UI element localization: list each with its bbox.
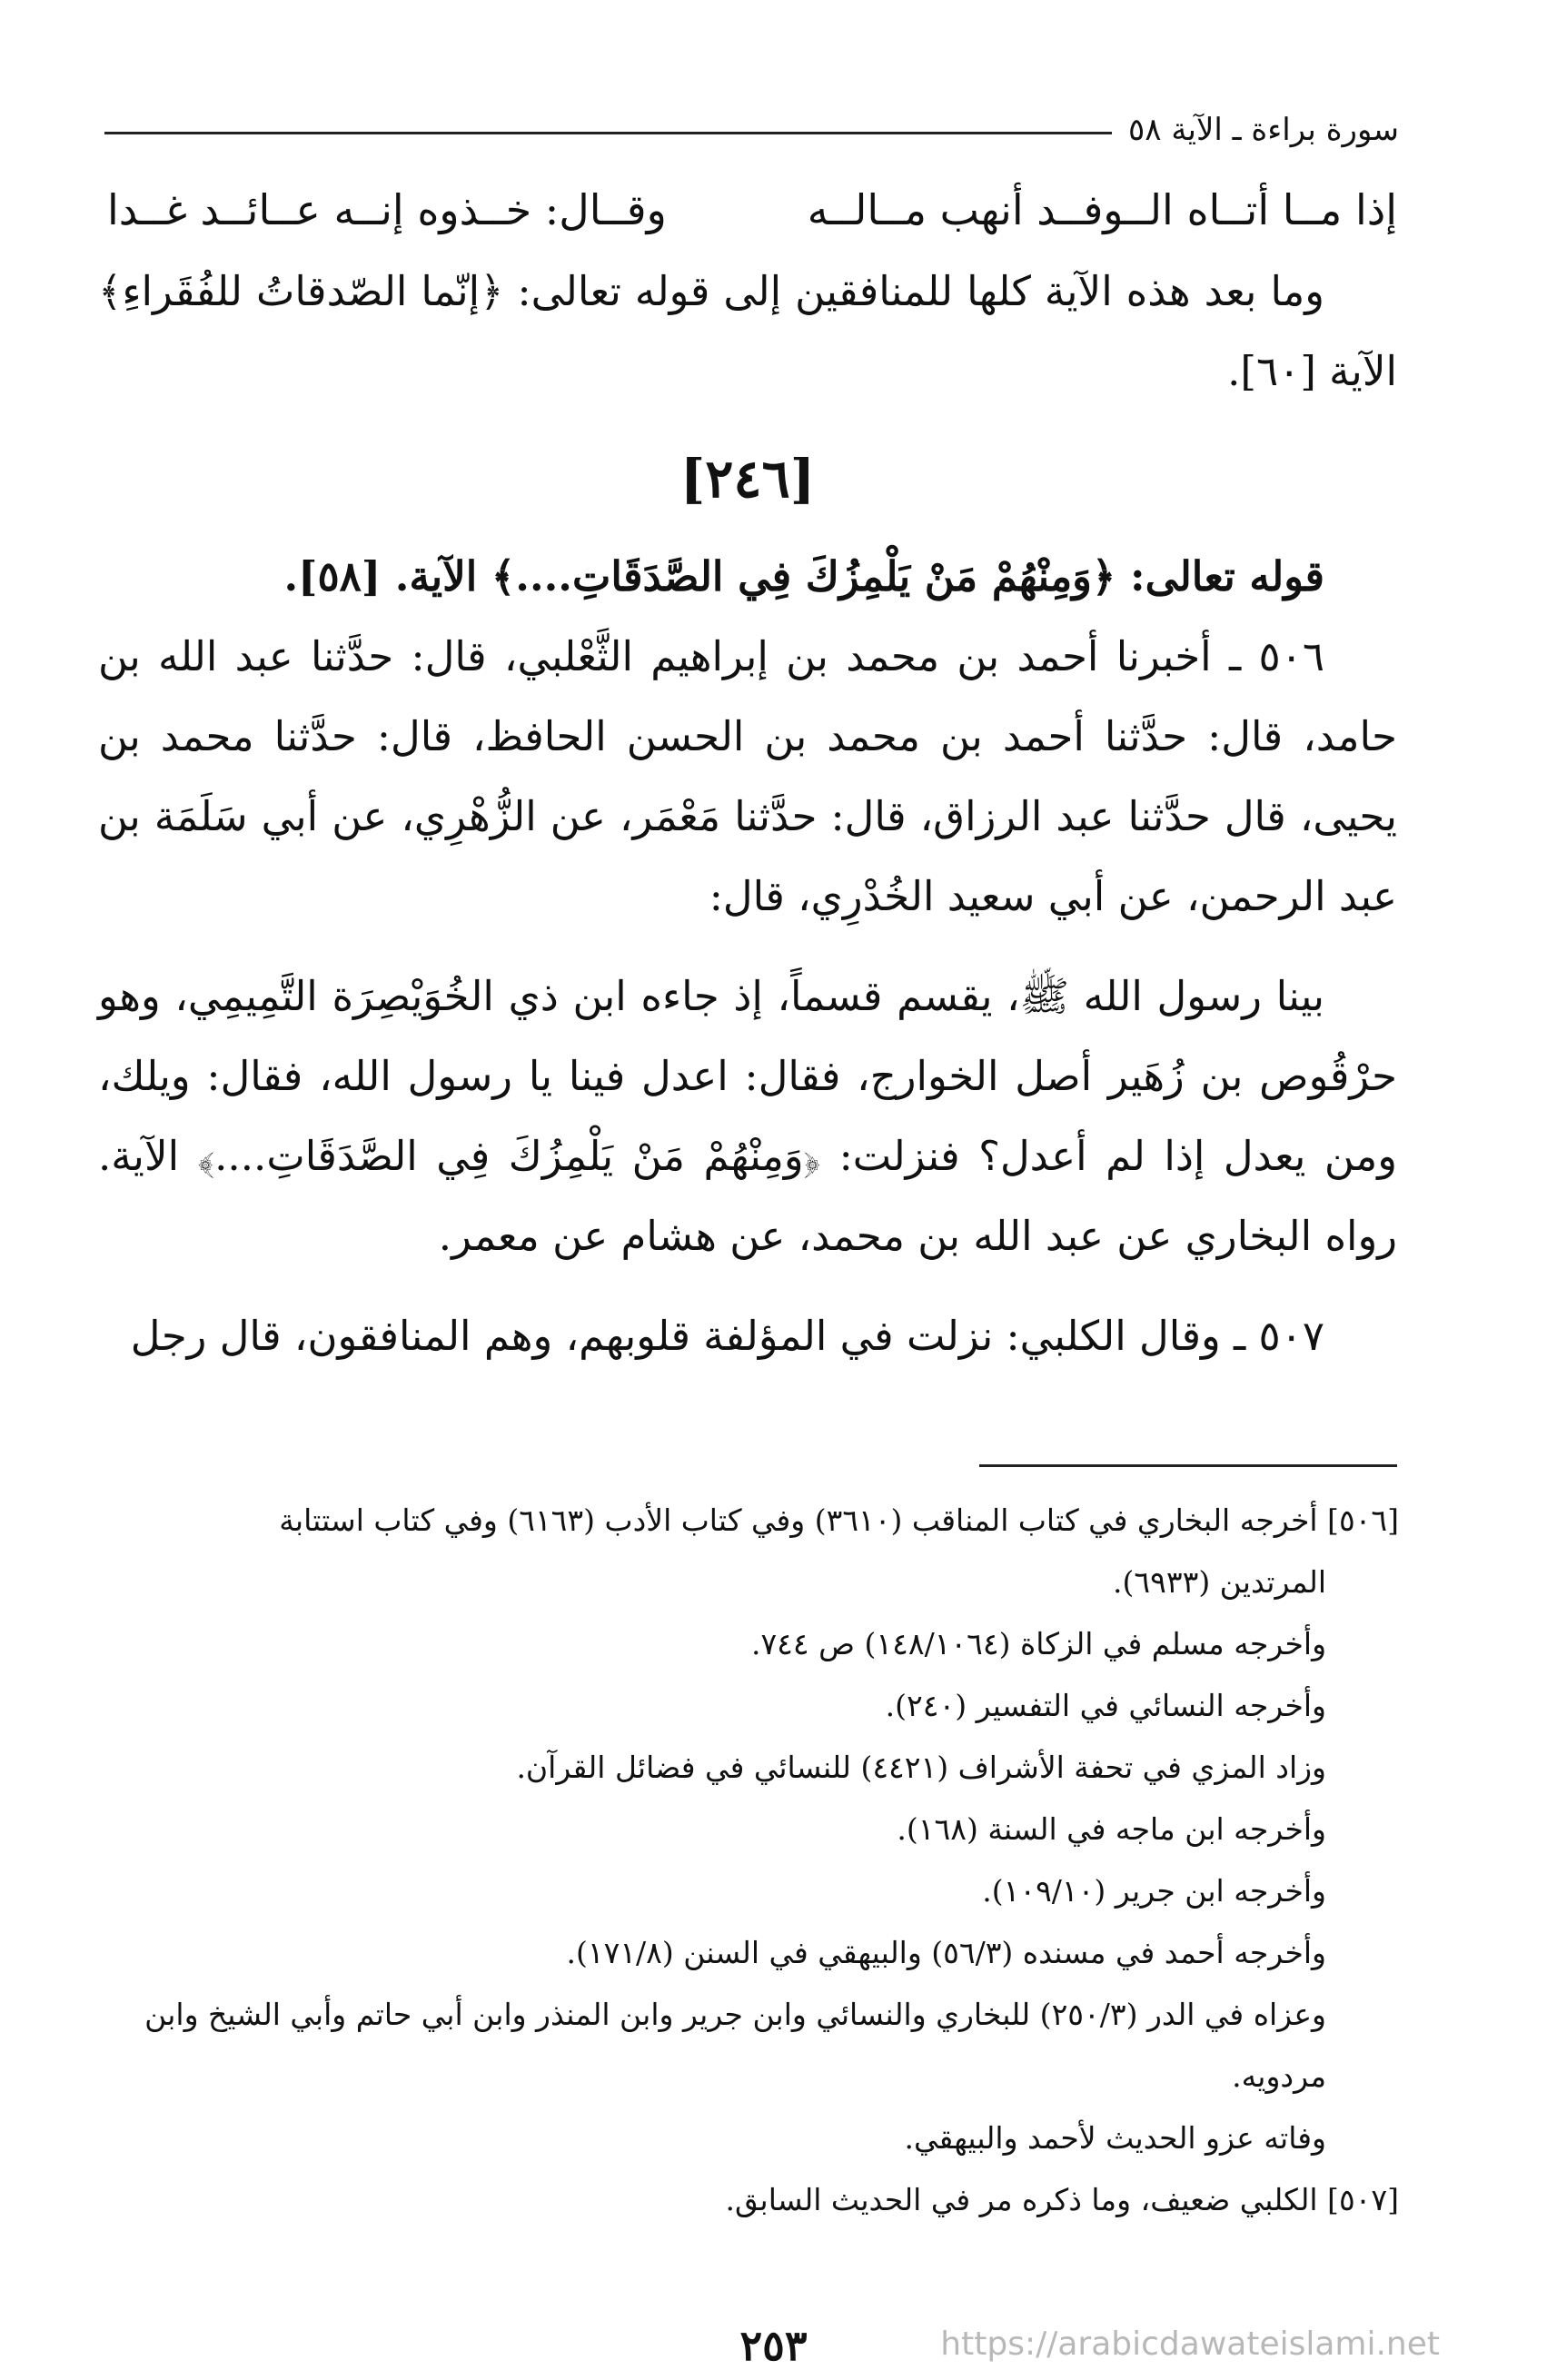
footnote-line: وأخرجه مسلم في الزكاة (١٤٨/١٠٦٤) ص ٧٤٤. (750, 1626, 1326, 1661)
main-text (98, 168, 1397, 1376)
poetry-verse (98, 168, 1397, 252)
running-header (104, 107, 1399, 153)
watermark-url: https://arabicdawateislami.net (940, 2325, 1440, 2363)
footnote-line: وفاته عزو الحديث لأحمد والبيهقي. (904, 2120, 1326, 2156)
verse-second-hemistich: وقــال: خــذوه إنــه عــائــد غــدا (107, 185, 667, 234)
footnote-line: وزاد المزي في تحفة الأشراف (٤٤٢١) للنسائي في فضائل القرآن. (516, 1750, 1326, 1785)
verse-first-hemistich: إذا مــا أتــاه الــوفــد أنهب مــالــه (807, 185, 1397, 234)
footnotes (98, 1490, 1399, 2231)
hadith-506-body: بينا رسول الله ﷺ، يقسم قسماً، إذ جاءه ابن ذي الخُوَيْصِرَة التَّمِيمِي، وهو حرْقُوص بن زُهَير أصل الخوارج، فقال: اعدل فينا يا رسول الله، فقال: ويلك، ومن يعدل إذا لم أعدل؟ فنزلت: ﴿وَمِنْهُمْ مَنْ يَلْمِزُكَ فِي الصَّدَقَاتِ....﴾ الآية. رواه البخاري عن عبد الله بن محمد، عن هشام عن معمر. (98, 972, 1397, 1260)
footnote-line: وأخرجه ابن ماجه في السنة (١٦٨). (897, 1811, 1326, 1847)
section-number: [٢٤٦] (679, 448, 816, 510)
footnote-line: وأخرجه أحمد في مسنده (٥٦/٣) والبيهقي في السنن (١٧١/٨). (566, 1935, 1326, 1970)
footnote-line: وأخرجه ابن جرير (١٠٩/١٠). (982, 1873, 1326, 1909)
footnote-separator (979, 1464, 1397, 1467)
footnote-line: [٥٠٧] الكلبي ضعيف، وما ذكره مر في الحديث السابق. (725, 2182, 1399, 2217)
footnote-line: مردويه. (1232, 2058, 1326, 2094)
page-number: ٢٥٣ (739, 2321, 808, 2370)
quran-verse-line: قوله تعالى: ﴿وَمِنْهُمْ مَنْ يَلْمِزُكَ فِي الصَّدَقَاتِ....﴾ الآية. [٥٨]. (283, 552, 1324, 600)
running-header-title: سورة براءة ـ الآية ٥٨ (1127, 112, 1399, 148)
hadith-507: ٥٠٧ ـ وقال الكلبي: نزلت في المؤلفة قلوبهم، وهم المنافقون، قال رجل (130, 1312, 1324, 1360)
header-rule (104, 132, 1112, 134)
footnote-line: وعزاه في الدر (٢٥٠/٣) للبخاري والنسائي وابن جرير وابن المنذر وابن أبي حاتم وأبي الشيخ وابن (144, 1997, 1326, 2032)
footnote-line: [٥٠٦] أخرجه البخاري في كتاب المناقب (٣٦١٠) وفي كتاب الأدب (٦١٦٣) وفي كتاب استتابة (279, 1502, 1399, 1538)
footnote-line: المرتدين (٦٩٣٣). (1113, 1564, 1326, 1600)
hadith-506-isnad: ٥٠٦ ـ أخبرنا أحمد بن محمد بن إبراهيم الثَّعْلبي، قال: حدَّثنا عبد الله بن حامد، قال: حدَّثنا أحمد بن محمد بن الحسن الحافظ، قال: حدَّثنا محمد بن يحيى، قال حدَّثنا عبد الرزاق، قال: حدَّثنا مَعْمَر، عن الزُّهْرِي، عن أبي سَلَمَة بن عبد الرحمن، عن أبي سعيد الخُدْرِي، قال: (98, 632, 1397, 920)
intro-paragraph: وما بعد هذه الآية كلها للمنافقين إلى قوله تعالى: ﴿إنّما الصّدقاتُ للفُقَراءِ﴾ الآية [٦٠]. (98, 267, 1397, 395)
footnote-line: وأخرجه النسائي في التفسير (٢٤٠). (885, 1688, 1326, 1723)
